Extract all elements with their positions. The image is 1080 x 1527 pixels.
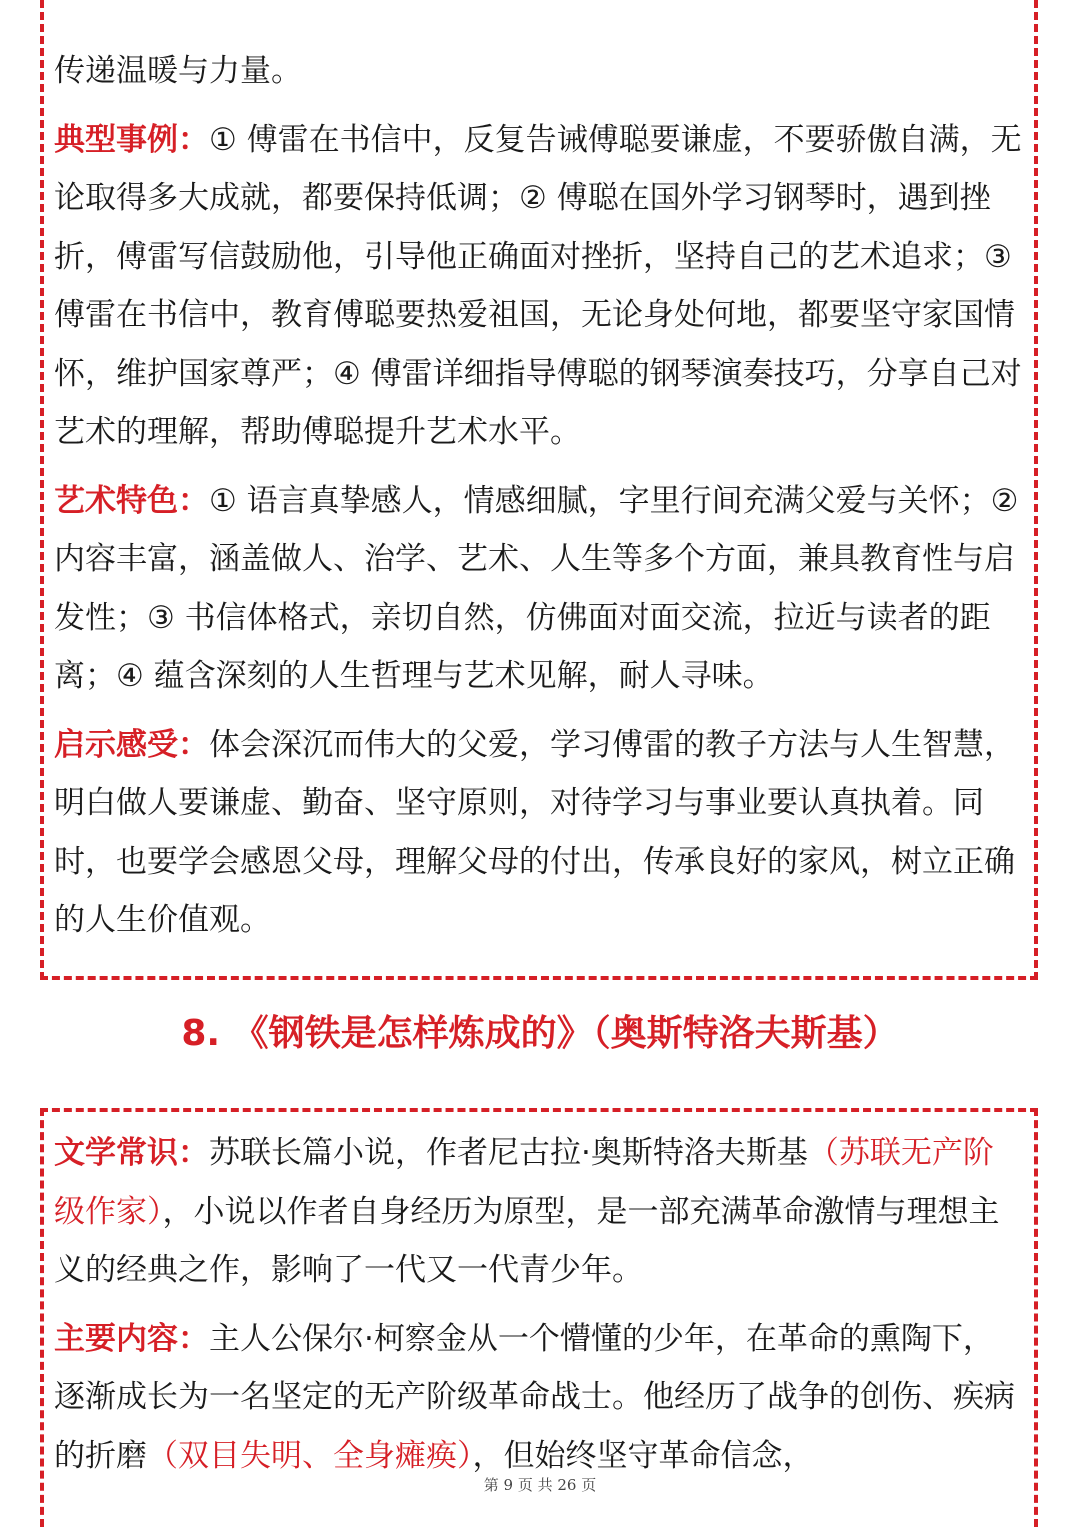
page-number: 第 9 页 共 26 页 bbox=[483, 1476, 597, 1494]
intro-tail bbox=[54, 42, 1024, 101]
literary-paragraph bbox=[54, 1124, 1024, 1300]
content-label: 主要内容： bbox=[54, 1320, 209, 1357]
intro-tail-text: 传递温暖与力量。 bbox=[54, 53, 302, 89]
content-text-b: ，但始终坚守革命信念， bbox=[472, 1437, 814, 1474]
section-8-box bbox=[40, 1108, 1038, 1527]
examples-text: ① 傅雷在书信中，反复告诫傅聪要谦虚，不要骄傲自满，无论取得多大成就，都要保持低调；② 傅聪在国外学习钢琴时，遇到挫折，傅雷写信鼓励他，引导他正确面对挫折，坚持自己的艺术追求；③ 傅雷在书信中，教育傅聪要热爱祖国，无论身处何地，都要坚守家国情怀，维护国家尊严；④ 傅雷详细指导傅聪的钢琴演奏技巧，分享自己对艺术的理解，帮助傅聪提升艺术水平。 bbox=[54, 121, 1022, 450]
insight-text: 体会深沉而伟大的父爱，学习傅雷的教子方法与人生智慧，明白做人要谦虚、勤奋、坚守原则，对待学习与事业要认真执着。同时，也要学会感恩父母，理解父母的付出，传承良好的家风，树立正确的人生价值观。 bbox=[54, 726, 1015, 938]
examples-label: 典型事例： bbox=[54, 121, 209, 158]
literary-label: 文学常识： bbox=[54, 1135, 209, 1171]
insight-label: 启示感受： bbox=[54, 726, 209, 763]
content-text-a: 主人公保尔·柯察金从一个懵懂的少年，在革命的熏陶下，逐渐成长为一名坚定的无产阶级革命战士。他经历了战争的创伤、疾病的折磨 bbox=[54, 1320, 1015, 1474]
art-text: ① 语言真挚感人，情感细腻，字里行间充满父爱与关怀；② 内容丰富，涵盖做人、治学、艺术、人生等多个方面，兼具教育性与启发性；③ 书信体格式，亲切自然，仿佛面对面交流，拉近与读者的距离；④ 蕴含深刻的人生哲理与艺术见解，耐人寻味。 bbox=[54, 482, 1019, 694]
examples-paragraph bbox=[54, 111, 1024, 462]
art-label: 艺术特色： bbox=[54, 482, 209, 519]
content-note: （双目失明、全身瘫痪） bbox=[147, 1437, 473, 1474]
literary-note: （苏联无产阶级作家） bbox=[54, 1135, 994, 1230]
literary-text-a: 苏联长篇小说，作者尼古拉·奥斯特洛夫斯基 bbox=[209, 1135, 808, 1171]
content-paragraph bbox=[54, 1310, 1024, 1486]
insight-paragraph bbox=[54, 716, 1024, 950]
section-8-heading: 8. 《钢铁是怎样炼成的》（奥斯特洛夫斯基） bbox=[181, 1013, 899, 1054]
section-7-box bbox=[40, 0, 1038, 980]
literary-text-b: ，小说以作者自身经历为原型，是一部充满革命激情与理想主义的经典之作，影响了一代又一代青少年。 bbox=[54, 1193, 1000, 1288]
art-paragraph bbox=[54, 472, 1024, 706]
